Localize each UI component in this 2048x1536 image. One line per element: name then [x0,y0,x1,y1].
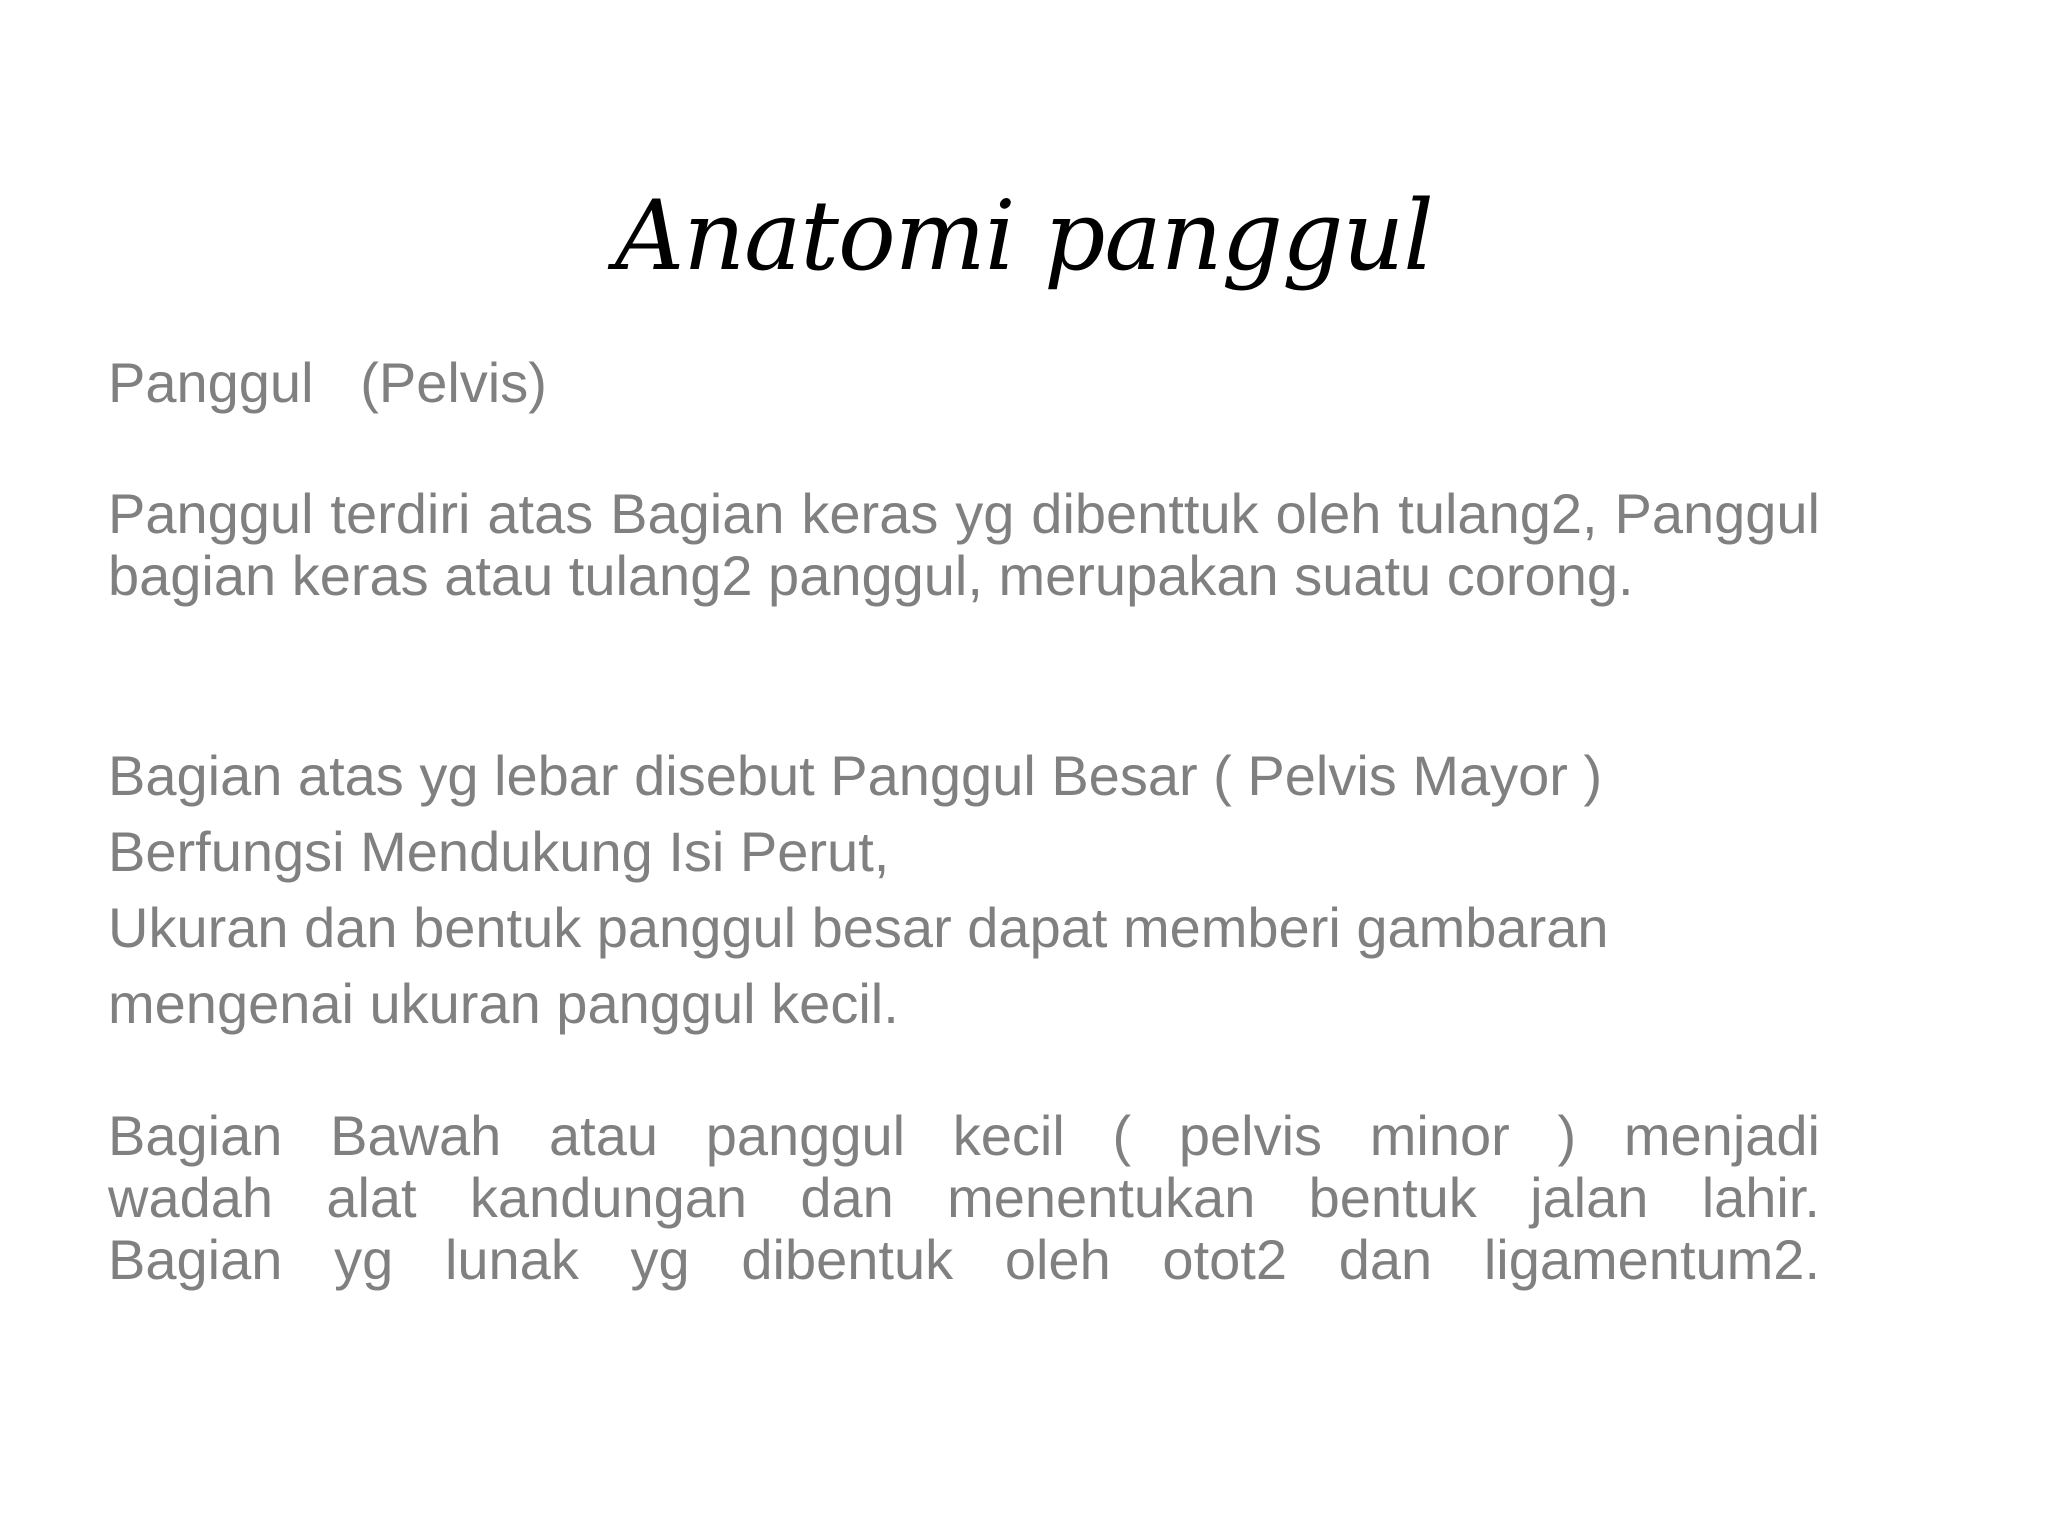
section-heading: Panggul (Pelvis) [108,351,547,414]
paragraph-2-line: mengenai ukuran panggul kecil. [108,972,899,1035]
slide-title: Anatomi panggul [615,180,1433,292]
paragraph-3 [108,1105,1820,1291]
paragraph-3-line: Bagian yg lunak yg dibentuk oleh otot2 dan ligamentum2. [108,1228,1820,1291]
paragraph-3-line: wadah alat kandungan dan menentukan bentuk jalan lahir. [108,1166,1820,1229]
paragraph-3-line: Bagian Bawah atau panggul kecil ( pelvis minor ) menjadi [108,1104,1820,1167]
paragraph-2-line: Berfungsi Mendukung Isi Perut, [108,820,890,883]
paragraph-1: Panggul terdiri atas Bagian keras yg dibenttuk oleh tulang2, Panggul bagian keras atau tulang2 panggul, merupakan suatu corong. [108,482,1820,607]
paragraph-2 [108,738,1820,1042]
paragraph-2-line: Ukuran dan bentuk panggul besar dapat memberi gambaran [108,896,1609,959]
paragraph-2-line: Bagian atas yg lebar disebut Panggul Besar ( Pelvis Mayor ) [108,744,1603,807]
